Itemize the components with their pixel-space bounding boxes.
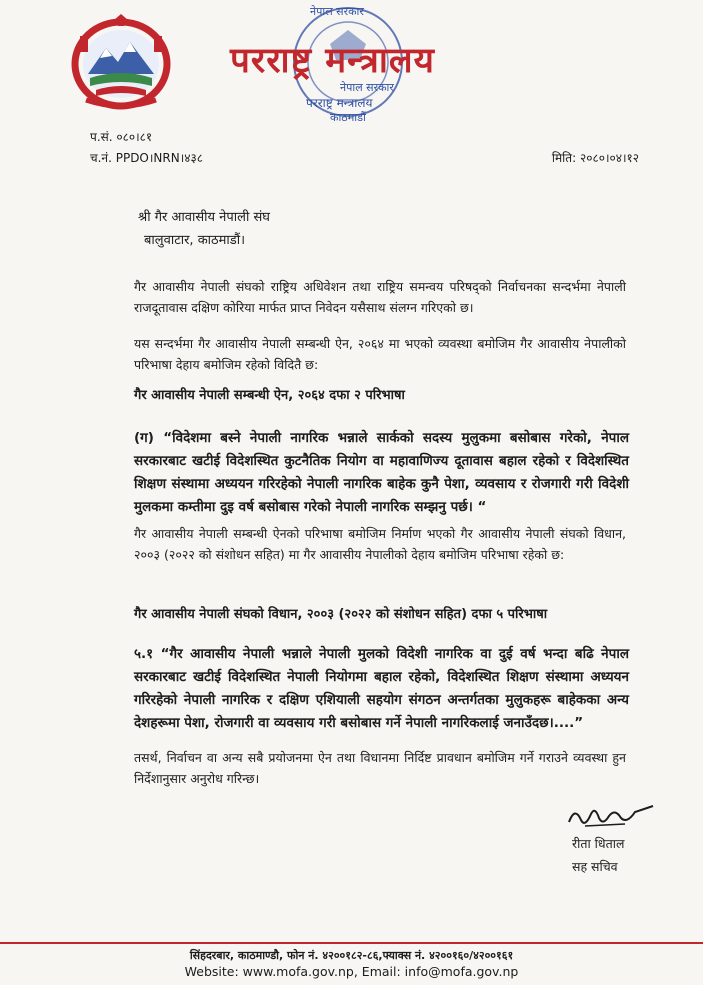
footer-contact: Website: www.mofa.gov.np, Email: info@mofa.gov.np (184, 964, 519, 979)
section-heading-1: गैर आवासीय नेपाली सम्बन्धी ऐन, २०६४ दफा २ परिभाषा (134, 388, 405, 403)
nepal-emblem-icon (66, 12, 176, 112)
dispatch-number: च.नं. PPDO।NRN।४३८ (90, 151, 203, 165)
body-paragraph-4: तसर्थ, निर्वाचन वा अन्य सबै प्रयोजनमा ऐन तथा विधानमा निर्दिष्ट प्रावधान बमोजिम गर्ने गराउने व्यवस्था हुन निर्देशानुसार अनुरोध गरिन्छ। (134, 750, 626, 786)
recipient-name: श्री गैर आवासीय नेपाली संघ (138, 210, 270, 225)
recipient-address: बालुवाटार, काठमाडौं। (144, 233, 245, 248)
signature-icon (565, 800, 660, 834)
quoted-definition-2: ५.१ “गैर आवासीय नेपाली भन्नाले नेपाली मुलको विदेशी नागरिक वा दुई वर्ष भन्दा बढि नेपाल सरकारबाट खटीई विदेशस्थित नेपाली नियोगमा बहाल रहेको, विदेशस्थित शिक्षण संस्थामा अध्ययन गरिरहेको नेपाली नागरिक र दक्षिण एशियाली सहयोग संगठन अन्तर्गतका मुलुकहरू बाहेकका अन्य देशहरूमा पेशा, रोजगारी वा व्यवसाय गरी बसोबास गर्ने नेपाली नागरिकलाई जनाउँदछ।....” (134, 646, 629, 731)
stamp-text-ministry: परराष्ट्र मन्त्रालय (306, 96, 373, 110)
ministry-title: परराष्ट्र मन्त्रालय (230, 41, 435, 81)
quoted-definition-1: (ग) “विदेशमा बस्ने नेपाली नागरिक भन्नाले सार्कको सदस्य मुलुकमा बसोबास गरेको, नेपाल सरकारबाट खटीई विदेशस्थित कुटनैतिक नियोग वा महावाणिज्य दूतावास बहाल रहेको र विदेशस्थित शिक्षण संस्थामा अध्ययन गरिरहेको नेपाली नागरिक बाहेक कुनै पेशा, व्यवसाय र रोजगारी गरी विदेशी मुलकमा कम्तीमा दुइ वर्ष बसोबास गरेको नेपाली नागरिक सम्झनु पर्छ। “ (134, 430, 629, 515)
body-paragraph-2: यस सन्दर्भमा गैर आवासीय नेपाली सम्बन्धी ऐन, २०६४ मा भएको व्यवस्था बमोजिम गैर आवासीय नेपालीको परिभाषा देहाय बमोजिम रहेको विदितै छ: (134, 336, 626, 372)
stamp-text-mid: नेपाल सरकार (340, 81, 394, 94)
signatory-name: रीता धिताल (572, 836, 625, 851)
section-heading-2: गैर आवासीय नेपाली संघको विधान, २००३ (२०२२ को संशोधन सहित) दफा ५ परिभाषा (134, 607, 548, 622)
footer-divider (0, 942, 703, 944)
body-paragraph-1: गैर आवासीय नेपाली संघको राष्ट्रिय अधिवेशन तथा राष्ट्रिय समन्वय परिषद्को निर्वाचनका सन्दर्भमा नेपाली राजदूतावास दक्षिण कोरिया मार्फत प्राप्त निवेदन यसैसाथ संलग्न गरिएको छ। (134, 279, 626, 315)
stamp-text-top: नेपाल सरकार (310, 5, 364, 18)
body-paragraph-3: गैर आवासीय नेपाली सम्बन्धी ऐनको परिभाषा बमोजिम निर्माण भएको गैर आवासीय नेपाली संघको विधान, २००३ (२०२२ को संशोधन सहित) मा गैर आवासीय नेपालीको देहाय बमोजिम परिभाषा रहेको छ: (134, 526, 626, 562)
footer-address: सिंहदरबार, काठमाण्डौ, फोन नं. ४२००१८२-८६,फ्याक्स नं. ४२००१६०/४२००१६१ (189, 949, 514, 962)
stamp-text-city: काठमाडौं (330, 111, 366, 124)
letter-date: मिति: २०८०।०४।१२ (551, 151, 639, 165)
signatory-title: सह सचिव (572, 859, 618, 874)
letter-reference-number: प.सं. ०८०।८१ (90, 130, 153, 144)
